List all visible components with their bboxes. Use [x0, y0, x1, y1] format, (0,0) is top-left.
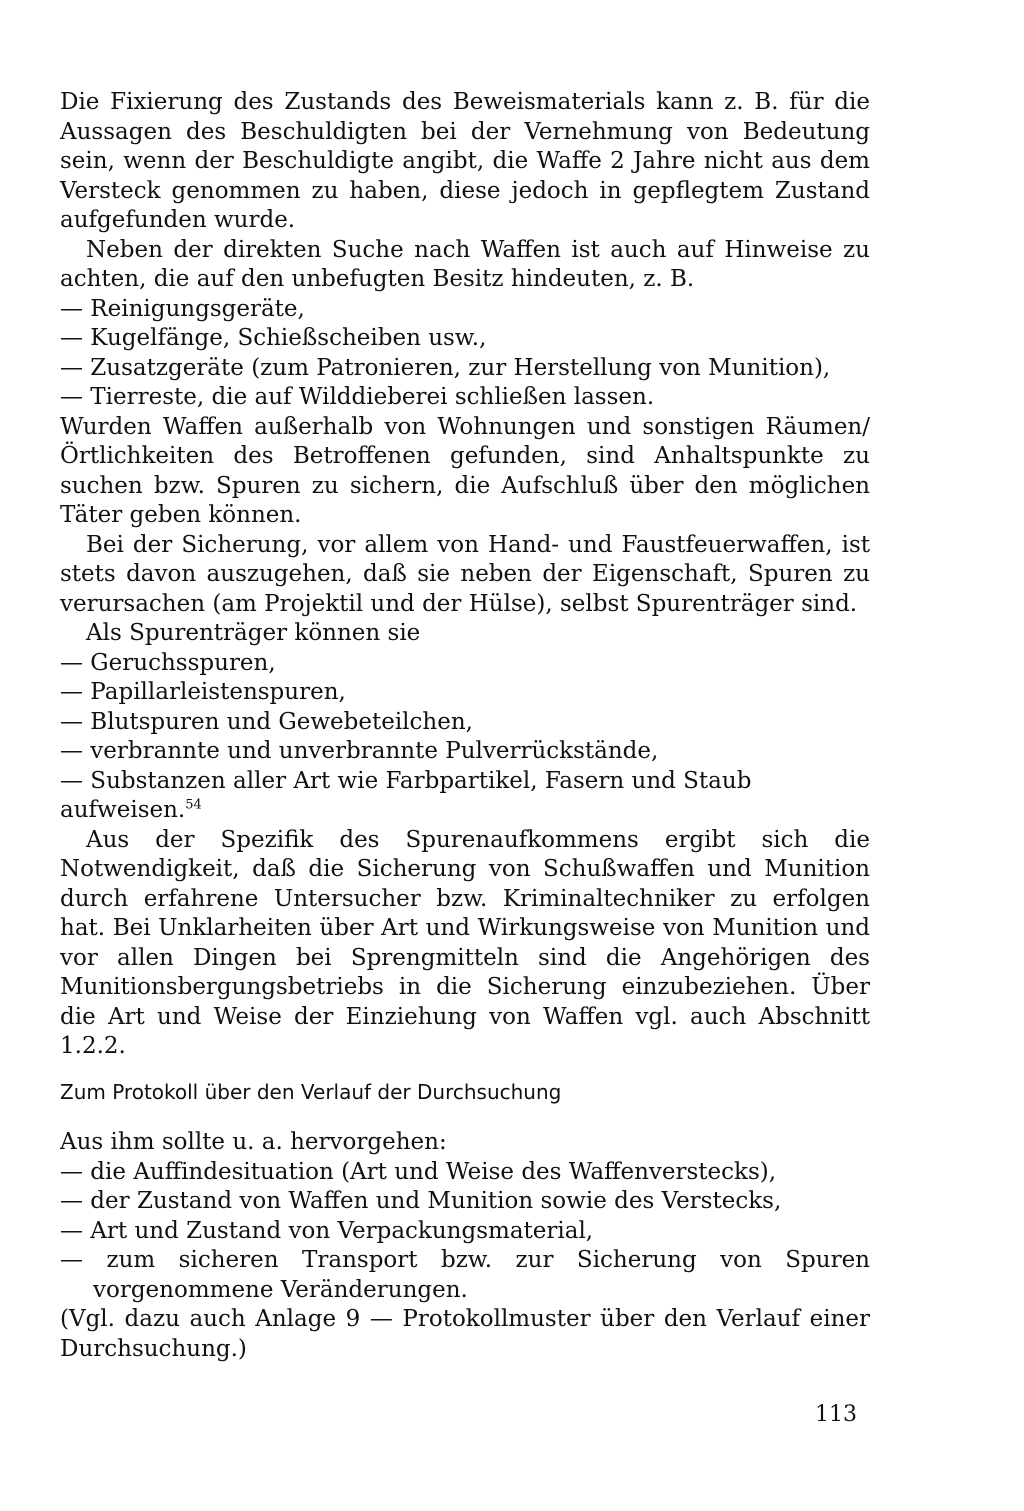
- paragraph-6: Aus der Spezifik des Spurenaufkommens ergibt sich die Notwendigkeit, daß die Sicherung von Schußwaffen und Munition durch erfahrene Untersucher bzw. Kriminaltechniker zu erfolgen hat. Bei Unklarheiten über Art und Wirkungsweise von Munition und vor allen Dingen bei Sprengmitteln sind die Angehörigen des Munitionsbergungsbetriebs in die Sicherung einzubeziehen. Über die Art und Weise der Einziehung von Waffen vgl. auch Abschnitt 1.2.2.: [60, 826, 870, 1059]
- list-closing-text: aufweisen.: [60, 797, 186, 823]
- footnote-reference: 54: [185, 797, 202, 813]
- list-item: — Tierreste, die auf Wilddieberei schließen lassen.: [60, 384, 655, 410]
- page-number: 113: [815, 1402, 857, 1427]
- section-heading-block: [60, 1078, 870, 1106]
- list-item: — Papillarleistenspuren,: [60, 679, 346, 705]
- list-item: — Zusatzgeräte (zum Patronieren, zur Herstellung von Munition),: [60, 354, 831, 381]
- paragraph-3: Wurden Waffen außerhalb von Wohnungen und sonstigen Räumen/ Örtlichkeiten des Betroffenen gefunden, sind Anhaltspunkte zu suchen bzw. Spuren zu sichern, die Aufschluß über den möglichen Täter geben können.: [60, 413, 870, 528]
- list-item: — verbrannte und unverbrannte Pulverrückstände,: [60, 738, 659, 764]
- protocol-text-block: [60, 1128, 870, 1364]
- paragraph-1: Die Fixierung des Zustands des Beweismaterials kann z. B. für die Aussagen des Beschuldigten bei der Vernehmung von Bedeutung sein, wenn der Beschuldigte angibt, die Waffe 2 Jahre nicht aus dem Versteck genommen zu haben, diese jedoch in gepflegtem Zustand aufgefunden wurde.: [60, 89, 870, 233]
- paragraph-7: Aus ihm sollte u. a. hervorgehen:: [60, 1129, 447, 1155]
- main-text-block: [60, 88, 870, 1062]
- list-item: — die Auffindesituation (Art und Weise des Waffenverstecks),: [60, 1158, 777, 1185]
- list-closing-line: [60, 796, 870, 826]
- list-item: — zum sicheren Transport bzw. zur Sicherung von Spuren vorgenommene Veränderungen.: [60, 1247, 870, 1303]
- list-item: — Geruchsspuren,: [60, 649, 276, 676]
- paragraph-8: (Vgl. dazu auch Anlage 9 — Protokollmuster über den Verlauf einer Durchsuchung.): [60, 1306, 870, 1362]
- paragraph-4: Bei der Sicherung, vor allem von Hand- und Faustfeuerwaffen, ist stets davon auszugehen, daß sie neben der Eigenschaft, Spuren zu verursachen (am Projektil und der Hülse), selbst Spurenträger sind.: [60, 531, 870, 617]
- section-heading: Zum Protokoll über den Verlauf der Durchsuchung: [60, 1080, 562, 1104]
- list-item: — Kugelfänge, Schießscheiben usw.,: [60, 325, 487, 351]
- list-item: — Blutspuren und Gewebeteilchen,: [60, 708, 473, 735]
- paragraph-5: Als Spurenträger können sie: [86, 620, 421, 646]
- paragraph-2: Neben der direkten Suche nach Waffen ist auch auf Hinweise zu achten, die auf den unbefugten Besitz hindeuten, z. B.: [60, 236, 870, 292]
- list-item: — Substanzen aller Art wie Farbpartikel, Fasern und Staub: [60, 767, 752, 794]
- list-item: — Art und Zustand von Verpackungsmaterial,: [60, 1217, 594, 1244]
- list-item: — Reinigungsgeräte,: [60, 295, 305, 322]
- list-item: — der Zustand von Waffen und Munition sowie des Verstecks,: [60, 1188, 782, 1214]
